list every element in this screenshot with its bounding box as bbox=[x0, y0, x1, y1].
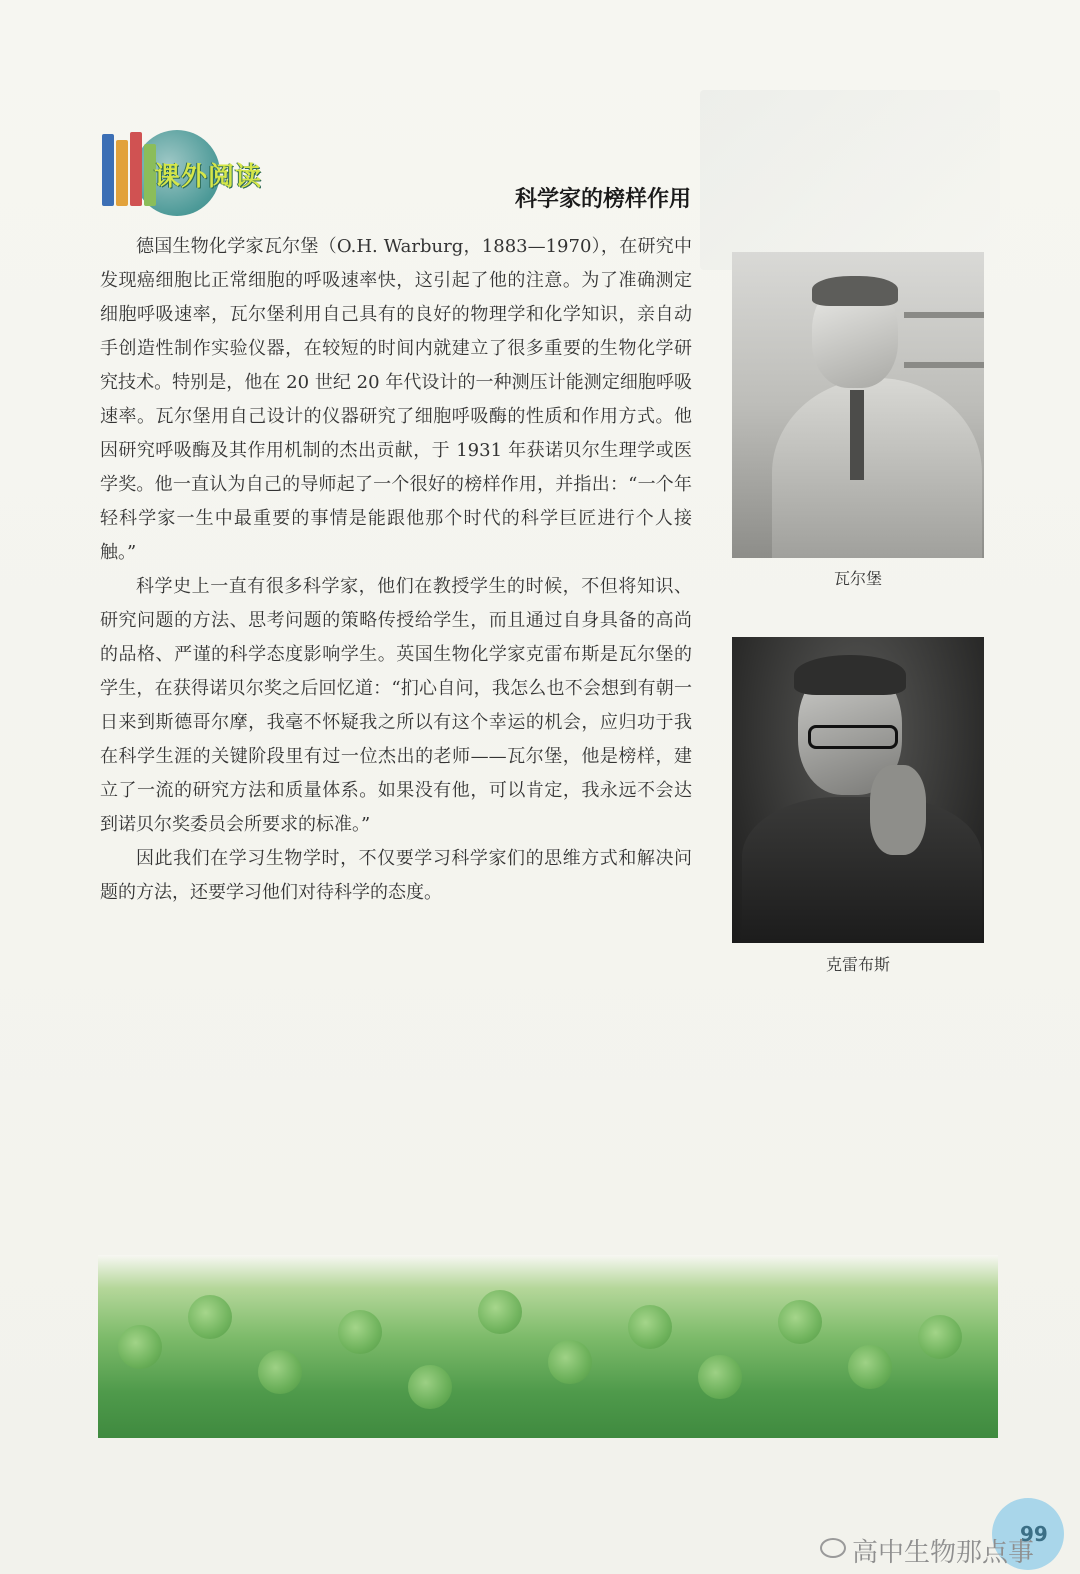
section-badge bbox=[100, 126, 300, 216]
lab-shelf bbox=[904, 362, 984, 368]
portrait-body bbox=[742, 797, 982, 943]
portrait-hair bbox=[794, 655, 906, 695]
page-number: 99 bbox=[1020, 1522, 1048, 1546]
clover-leaf bbox=[918, 1315, 962, 1359]
clover-leaf bbox=[408, 1365, 452, 1409]
clover-leaf bbox=[118, 1325, 162, 1369]
background-decoration bbox=[700, 90, 1000, 270]
warburg-photo bbox=[732, 252, 984, 558]
glasses bbox=[808, 725, 898, 749]
watermark-text: 高中生物那点事 bbox=[852, 1538, 1035, 1568]
clover-leaf bbox=[848, 1345, 892, 1389]
clover-leaf bbox=[338, 1310, 382, 1354]
clover-leaf bbox=[778, 1300, 822, 1344]
warburg-caption: 瓦尔堡 bbox=[833, 569, 882, 588]
clover-leaf bbox=[188, 1295, 232, 1339]
wechat-icon bbox=[820, 1538, 846, 1558]
book-spine bbox=[130, 132, 142, 206]
lab-shelf bbox=[904, 312, 984, 318]
article-title: 科学家的榜样作用 bbox=[515, 187, 692, 212]
article-body bbox=[100, 230, 692, 910]
paragraph-1: 德国生物化学家瓦尔堡（O.H. Warburg，1883—1970），在研究中发现癌细胞比正常细胞的呼吸速率快，这引起了他的注意。为了准确测定细胞呼吸速率，瓦尔堡利用自己具有的良好的物理学和化学知识，亲自动手创造性制作实验仪器，在较短的时间内就建立了很多重要的生物化学研究技术。特别是，他在 20 世纪 20 年代设计的一种测压计能测定细胞呼吸速率。瓦尔堡用自己设计的仪器研究了细胞呼吸酶的性质和作用方式。他因研究呼吸酶及其作用机制的杰出贡献，于 1931 年获诺贝尔生理学或医学奖。他一直认为自己的导师起了一个很好的榜样作用，并指出：“一个年轻科学家一生中最重要的事情是能跟他那个时代的科学巨匠进行个人接触。” bbox=[100, 236, 692, 563]
portrait-tie bbox=[850, 390, 864, 480]
portrait-hair bbox=[812, 276, 898, 306]
portrait-body bbox=[772, 378, 982, 558]
clover-leaf bbox=[548, 1340, 592, 1384]
paragraph-2: 科学史上一直有很多科学家，他们在教授学生的时候，不但将知识、研究问题的方法、思考问题的策略传授给学生，而且通过自身具备的高尚的品格、严谨的科学态度影响学生。英国生物化学家克雷布斯是瓦尔堡的学生，在获得诺贝尔奖之后回忆道：“扪心自问，我怎么也不会想到有朝一日来到斯德哥尔摩，我毫不怀疑我之所以有这个幸运的机会，应归功于我在科学生涯的关键阶段里有过一位杰出的老师——瓦尔堡，他是榜样，建立了一流的研究方法和质量体系。如果没有他，可以肯定，我永远不会达到诺贝尔奖委员会所要求的标准。” bbox=[100, 576, 692, 835]
paragraph-3: 因此我们在学习生物学时，不仅要学习科学家们的思维方式和解决问题的方法，还要学习他们对待科学的态度。 bbox=[100, 848, 692, 903]
portrait-hand bbox=[870, 765, 926, 855]
section-label: 课外阅读 bbox=[154, 162, 263, 192]
krebs-caption: 克雷布斯 bbox=[825, 955, 890, 974]
book-spine bbox=[102, 134, 114, 206]
krebs-photo bbox=[732, 637, 984, 943]
clover-leaf bbox=[628, 1305, 672, 1349]
clover-banner bbox=[98, 1255, 998, 1438]
book-spine bbox=[116, 140, 128, 206]
clover-leaf bbox=[478, 1290, 522, 1334]
clover-leaf bbox=[698, 1355, 742, 1399]
clover-leaf bbox=[258, 1350, 302, 1394]
